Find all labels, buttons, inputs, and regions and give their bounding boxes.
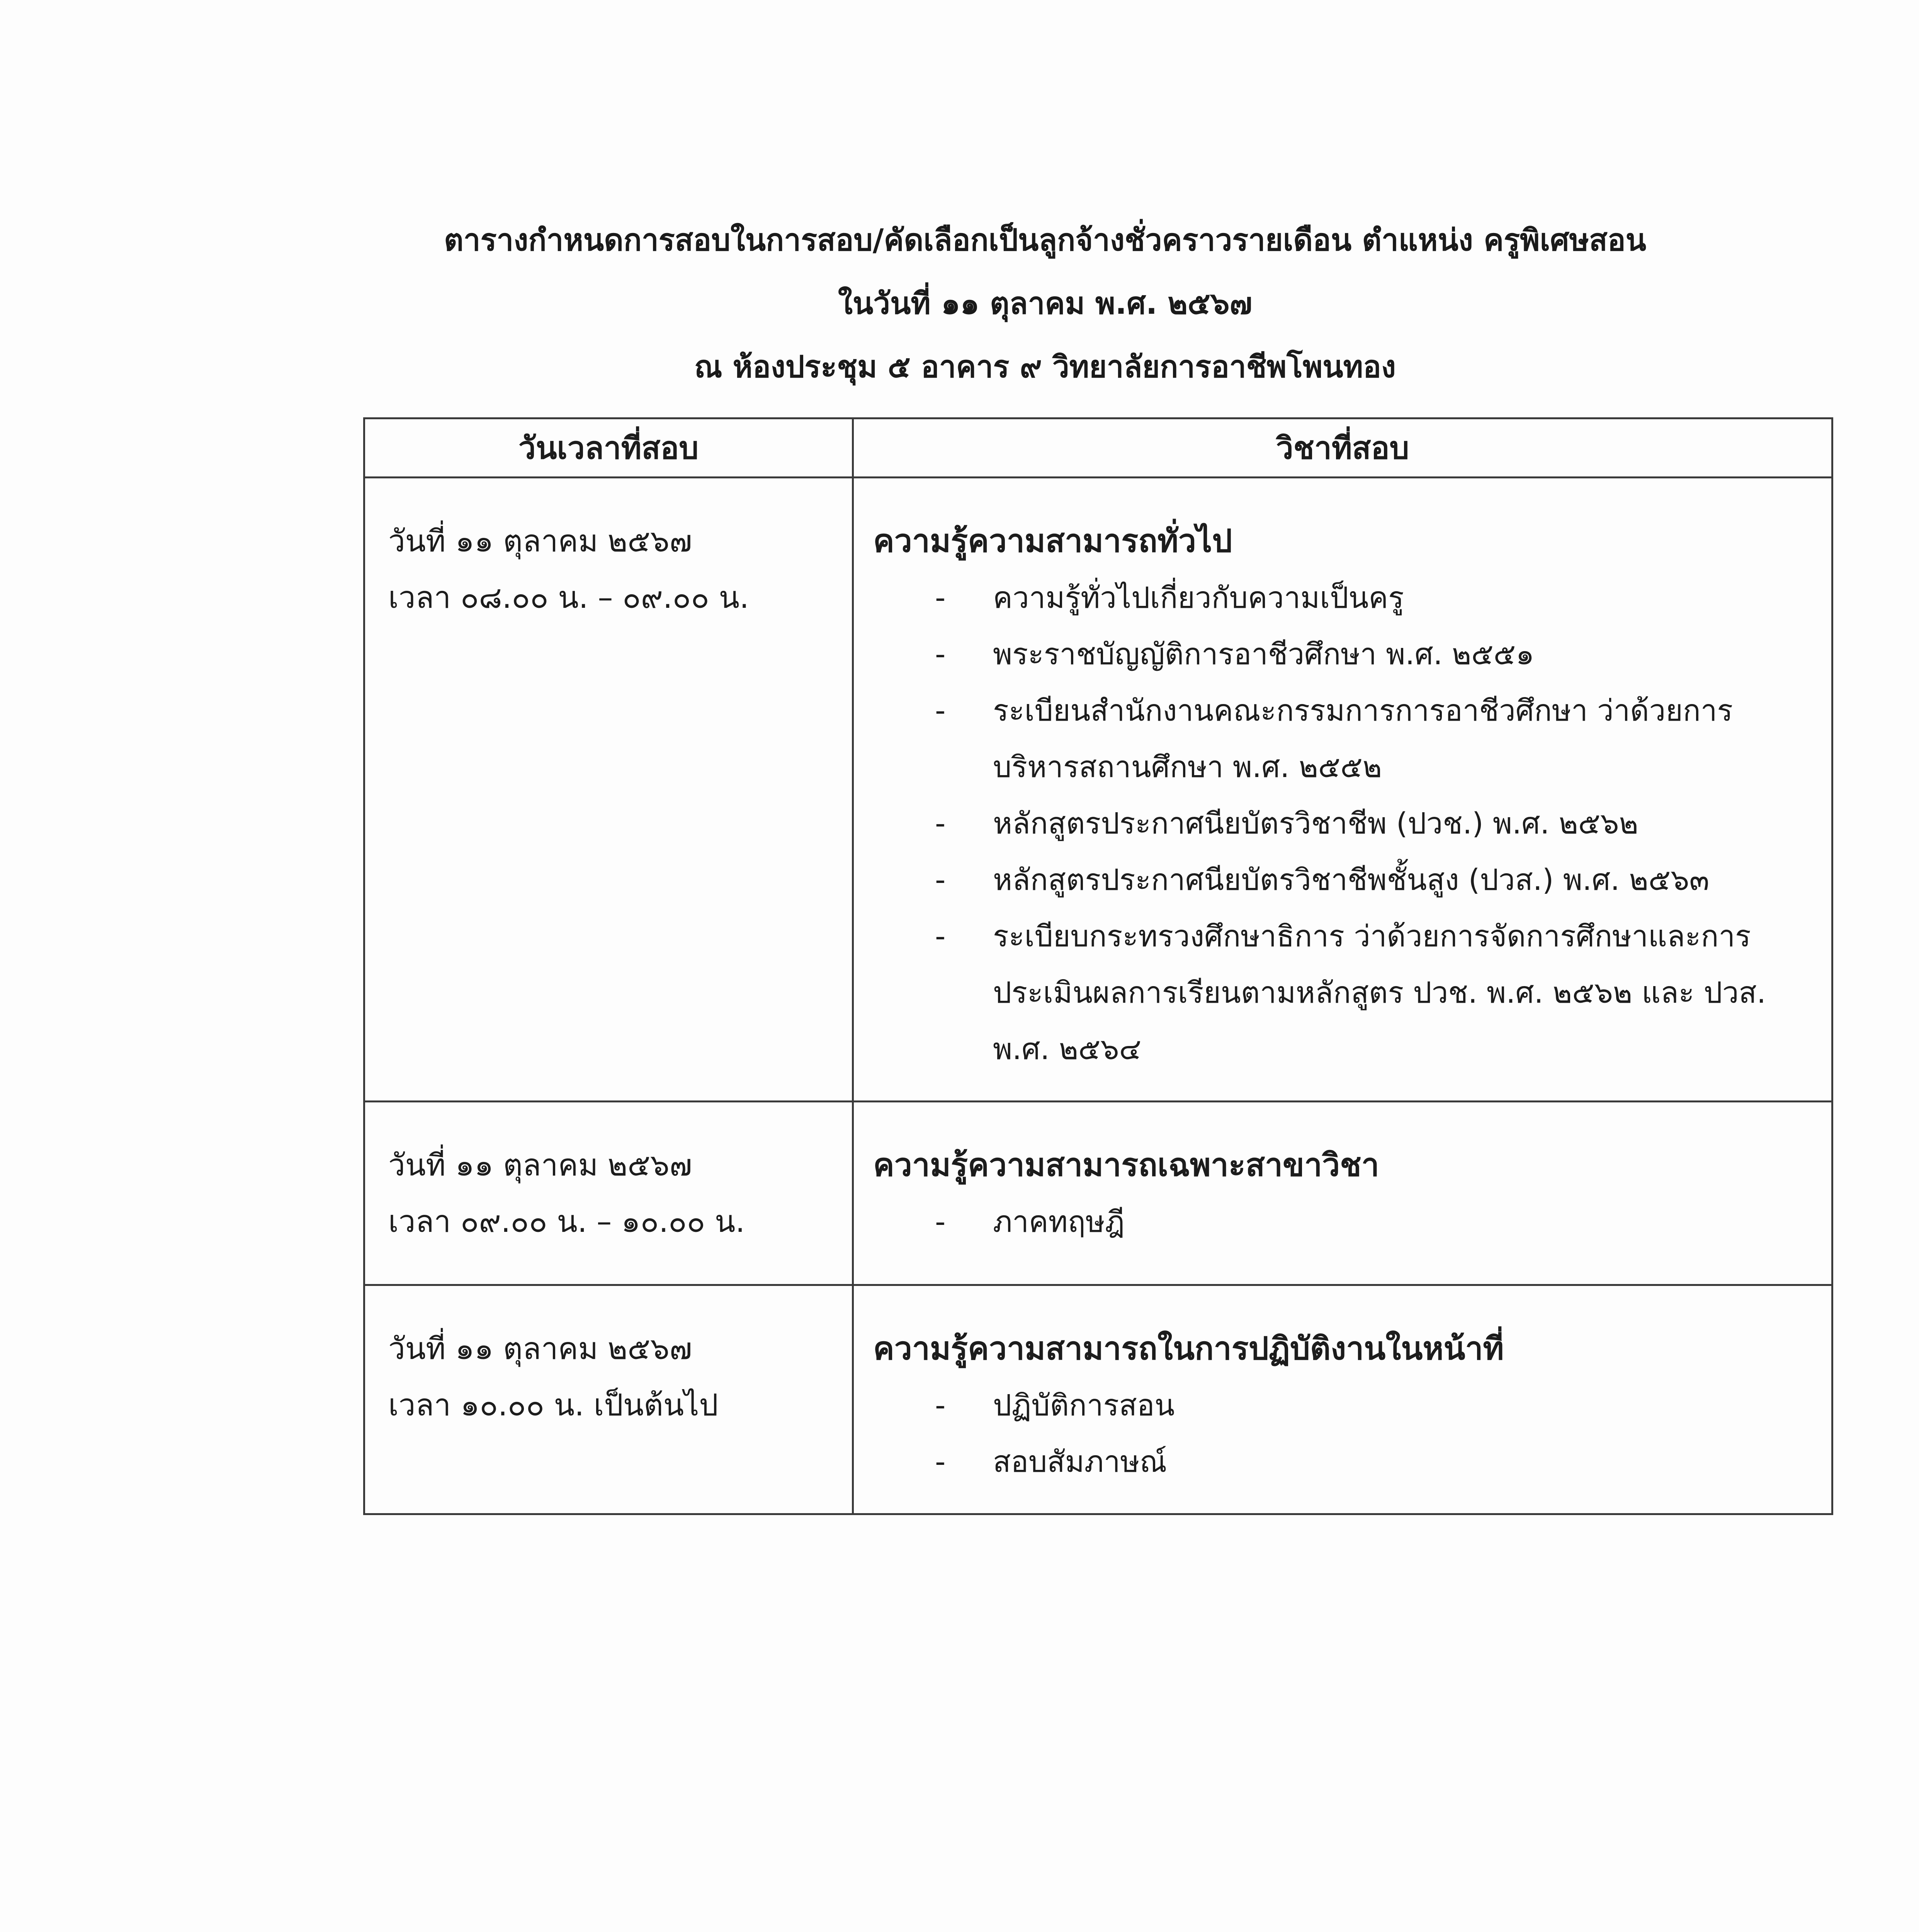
list-item [935, 908, 1816, 1077]
exam-datetime-cell [364, 1285, 853, 1514]
topic-text: ระเบียบกระทรวงศึกษาธิการ ว่าด้วยการจัดการศึกษาและการประเมินผลการเรียนตามหลักสูตร ปวช. พ.ศ. ๒๕๖๒ และ ปวส. พ.ศ. ๒๕๖๔ [993, 919, 1766, 1066]
dash-bullet: - [935, 1444, 946, 1479]
title-line-3: ณ ห้องประชุม ๕ อาคาร ๙ วิทยาลัยการอาชีพโพนทอง [694, 350, 1396, 384]
table-header-row [364, 418, 1832, 478]
exam-schedule-table [363, 417, 1833, 1515]
table-row [364, 1102, 1832, 1285]
exam-time: เวลา ๑๐.๐๐ น. เป็นต้นไป [388, 1388, 718, 1423]
exam-datetime-cell [364, 478, 853, 1102]
exam-subject-cell [853, 1102, 1832, 1285]
dash-bullet: - [935, 1388, 946, 1422]
exam-date: วันที่ ๑๑ ตุลาคม ๒๕๖๗ [388, 1148, 692, 1183]
topic-text: ความรู้ทั่วไปเกี่ยวกับความเป็นครู [993, 580, 1404, 615]
exam-time: เวลา ๐๙.๐๐ น. – ๑๐.๐๐ น. [388, 1204, 745, 1239]
subject-heading: ความรู้ความสามารถเฉพาะสาขาวิชา [873, 1147, 1379, 1184]
list-item [935, 682, 1816, 795]
exam-subject-cell [853, 478, 1832, 1102]
exam-date: วันที่ ๑๑ ตุลาคม ๒๕๖๗ [388, 524, 692, 559]
dash-bullet: - [935, 580, 946, 615]
list-item [935, 1194, 1816, 1250]
dash-bullet: - [935, 1204, 946, 1239]
exam-date: วันที่ ๑๑ ตุลาคม ๒๕๖๗ [388, 1332, 692, 1366]
dash-bullet: - [935, 862, 946, 897]
topic-text: ระเบียนสำนักงานคณะกรรมการการอาชีวศึกษา ว่าด้วยการบริหารสถานศึกษา พ.ศ. ๒๕๕๒ [993, 693, 1733, 784]
list-item [935, 852, 1816, 908]
dash-bullet: - [935, 693, 946, 728]
topic-text: พระราชบัญญัติการอาชีวศึกษา พ.ศ. ๒๕๕๑ [993, 637, 1535, 671]
table-row [364, 478, 1832, 1102]
topic-text: ปฏิบัติการสอน [993, 1388, 1175, 1422]
topic-list [873, 570, 1816, 1077]
subject-heading: ความรู้ความสามารถทั่วไป [873, 523, 1232, 560]
exam-time: เวลา ๐๘.๐๐ น. – ๐๙.๐๐ น. [388, 580, 749, 615]
subject-heading: ความรู้ความสามารถในการปฏิบัติงานในหน้าที่ [873, 1330, 1504, 1367]
table-row [364, 1285, 1832, 1514]
header-exam-subject: วิชาที่สอบ [853, 418, 1832, 478]
list-item [935, 1434, 1816, 1490]
topic-text: หลักสูตรประกาศนียบัตรวิชาชีพชั้นสูง (ปวส.) พ.ศ. ๒๕๖๓ [993, 862, 1710, 897]
title-line-1: ตารางกำหนดการสอบในการสอบ/คัดเลือกเป็นลูกจ้างชั่วคราวรายเดือน ตำแหน่ง ครูพิเศษสอน [444, 223, 1646, 258]
topic-text: หลักสูตรประกาศนียบัตรวิชาชีพ (ปวช.) พ.ศ. ๒๕๖๒ [993, 806, 1639, 840]
dash-bullet: - [935, 806, 946, 840]
exam-datetime-cell [364, 1102, 853, 1285]
header-exam-datetime: วันเวลาที่สอบ [364, 418, 853, 478]
topic-text: สอบสัมภาษณ์ [993, 1444, 1167, 1479]
topic-list [873, 1377, 1816, 1490]
dash-bullet: - [935, 919, 946, 953]
list-item [935, 626, 1816, 682]
title-line-2: ในวันที่ ๑๑ ตุลาคม พ.ศ. ๒๕๖๗ [838, 286, 1253, 321]
document-title [363, 209, 1727, 399]
topic-text: ภาคทฤษฎี [993, 1204, 1125, 1239]
exam-subject-cell [853, 1285, 1832, 1514]
list-item [935, 570, 1816, 626]
topic-list [873, 1194, 1816, 1250]
dash-bullet: - [935, 637, 946, 671]
list-item [935, 795, 1816, 852]
list-item [935, 1377, 1816, 1434]
